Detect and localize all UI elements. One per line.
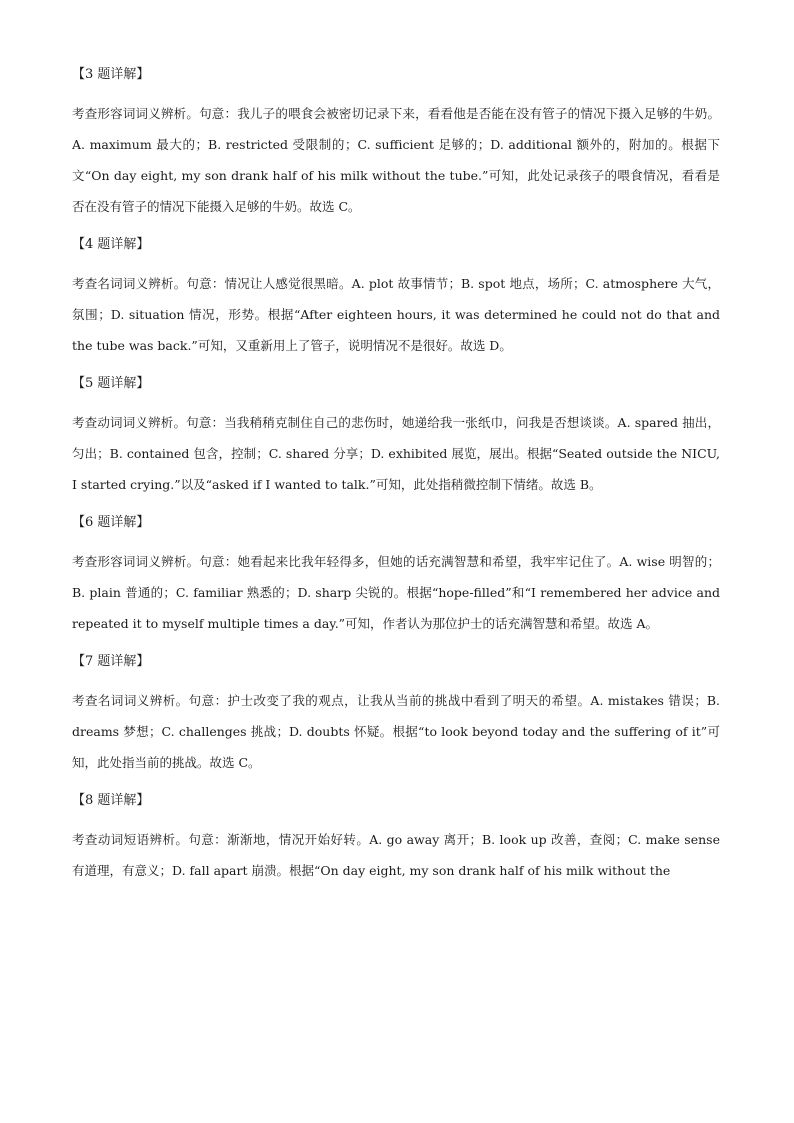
- section-body-3: 考查形容词词义辨析。句意：我儿子的喂食会被密切记录下来，看看他是否能在没有管子的情况下摄入足够的牛奶。A. maximum 最大的；B. restricted 受限制的；C. sufficient 足够的；D. additional 额外的，附加的。根据下文“On day eight, my son drank half of his milk without the tube.”可知，此处记录孩子的喂食情况，看看是否在没有管子的情况下能摄入足够的牛奶。故选 C。: [72, 106, 720, 214]
- section-heading-7: 【7 题详解】: [72, 654, 150, 669]
- section-heading-3: 【3 题详解】: [72, 67, 150, 82]
- section-body-7: 考查名词词义辨析。句意：护士改变了我的观点，让我从当前的挑战中看到了明天的希望。A. mistakes 错误；B. dreams 梦想；C. challenges 挑战；D. doubts 怀疑。根据“to look beyond today and the suffering of it”可知，此处指当前的挑战。故选 C。: [72, 693, 720, 770]
- section-heading-6: 【6 题详解】: [72, 515, 150, 530]
- answer-explanations: [72, 62, 720, 896]
- section-heading-5: 【5 题详解】: [72, 376, 150, 391]
- section-heading-4: 【4 题详解】: [72, 237, 150, 252]
- section-body-4: 考查名词词义辨析。句意：情况让人感觉很黑暗。A. plot 故事情节；B. spot 地点，场所；C. atmosphere 大气，氛围；D. situation 情况，形势。根据“After eighteen hours, it was determined he could not do that and the tube was back.”可知，又重新用上了管子，说明情况不是很好。故选 D。: [72, 276, 720, 353]
- section-body-8: 考查动词短语辨析。句意：渐渐地，情况开始好转。A. go away 离开；B. look up 改善，查阅；C. make sense 有道理，有意义；D. fall apart 崩溃。根据“On day eight, my son drank half of his milk without the: [72, 832, 720, 878]
- section-body-6: 考查形容词词义辨析。句意：她看起来比我年轻得多，但她的话充满智慧和希望，我牢牢记住了。A. wise 明智的；B. plain 普通的；C. familiar 熟悉的；D. sharp 尖锐的。根据“hope-filled”和“I remembered her advice and repeated it to myself multiple times a day.”可知，作者认为那位护士的话充满智慧和希望。故选 A。: [72, 554, 720, 631]
- section-body-5: 考查动词词义辨析。句意：当我稍稍克制住自己的悲伤时，她递给我一张纸巾，问我是否想谈谈。A. spared 抽出，匀出；B. contained 包含，控制；C. shared 分享；D. exhibited 展览，展出。根据“Seated outside the NICU, I started crying.”以及“asked if I wanted to talk.”可知，此处指稍微控制下情绪。故选 B。: [72, 415, 720, 492]
- section-heading-8: 【8 题详解】: [72, 793, 150, 808]
